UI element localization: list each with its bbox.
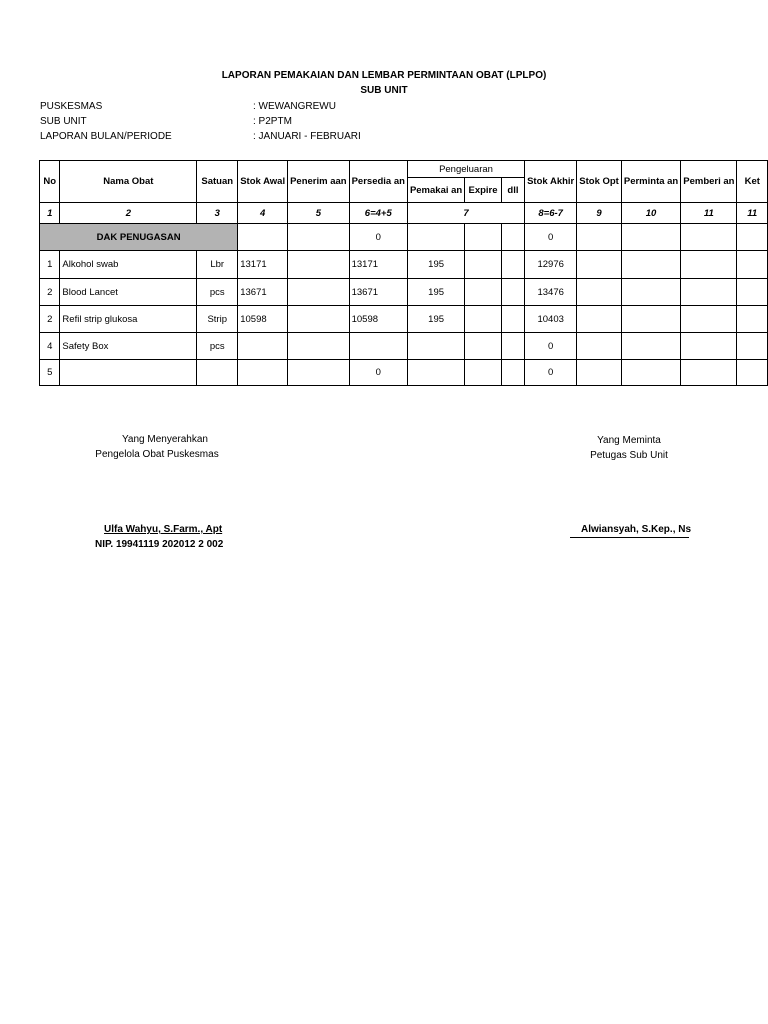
header-pemberian: Pemberi an bbox=[681, 161, 737, 203]
cell-pemakaian bbox=[407, 360, 464, 386]
colnum-cell: 10 bbox=[621, 203, 680, 224]
table-cell bbox=[407, 224, 464, 251]
cell-satuan: Lbr bbox=[197, 251, 238, 279]
cell-satuan: pcs bbox=[197, 279, 238, 306]
report-title: LAPORAN PEMAKAIAN DAN LEMBAR PERMINTAAN OBAT (LPLPO) bbox=[221, 70, 547, 81]
meta-value-puskesmas: : WEWANGREWU bbox=[253, 101, 336, 112]
cell-stok-akhir: 12976 bbox=[525, 251, 577, 279]
cell-persediaan: 13171 bbox=[349, 251, 407, 279]
section-persediaan: 0 bbox=[349, 224, 407, 251]
cell-pemakaian: 195 bbox=[407, 251, 464, 279]
cell-penerimaan bbox=[288, 279, 350, 306]
colnum-cell: 2 bbox=[60, 203, 197, 224]
cell-penerimaan bbox=[288, 360, 350, 386]
table-row bbox=[40, 306, 768, 333]
cell-expire bbox=[465, 279, 502, 306]
cell-stok-akhir: 0 bbox=[525, 333, 577, 360]
cell-stok-akhir: 10403 bbox=[525, 306, 577, 333]
section-label: DAK PENUGASAN bbox=[40, 224, 238, 251]
table-cell bbox=[621, 251, 680, 279]
cell-dll bbox=[501, 279, 524, 306]
table-cell bbox=[465, 224, 502, 251]
signature-left-position: Pengelola Obat Puskesmas bbox=[95, 449, 219, 460]
header-stok-opt: Stok Opt bbox=[577, 161, 622, 203]
table-row bbox=[40, 333, 768, 360]
meta-label-puskesmas: PUSKESMAS bbox=[40, 101, 103, 112]
table-cell bbox=[577, 360, 622, 386]
cell-satuan: Strip bbox=[197, 306, 238, 333]
header-penerimaan: Penerim aan bbox=[288, 161, 350, 203]
table-row bbox=[40, 360, 768, 386]
cell-penerimaan bbox=[288, 333, 350, 360]
header-satuan: Satuan bbox=[197, 161, 238, 203]
cell-nama-obat: Refil strip glukosa bbox=[60, 306, 197, 333]
cell-no: 2 bbox=[40, 279, 60, 306]
signature-right-role: Yang Meminta bbox=[597, 435, 661, 446]
cell-persediaan: 0 bbox=[349, 360, 407, 386]
table-cell bbox=[621, 224, 680, 251]
header-dll: dll bbox=[501, 178, 524, 203]
table-cell bbox=[681, 306, 737, 333]
section-row bbox=[40, 224, 768, 251]
table-cell bbox=[577, 224, 622, 251]
table-cell bbox=[737, 333, 768, 360]
cell-expire bbox=[465, 360, 502, 386]
cell-pemakaian bbox=[407, 333, 464, 360]
cell-expire bbox=[465, 306, 502, 333]
table-cell bbox=[737, 279, 768, 306]
colnum-cell: 11 bbox=[737, 203, 768, 224]
cell-expire bbox=[465, 333, 502, 360]
cell-penerimaan bbox=[288, 251, 350, 279]
table-cell bbox=[681, 279, 737, 306]
cell-dll bbox=[501, 251, 524, 279]
cell-stok-awal: 10598 bbox=[238, 306, 288, 333]
header-ket: Ket bbox=[737, 161, 768, 203]
table-cell bbox=[681, 251, 737, 279]
table-cell bbox=[577, 333, 622, 360]
cell-dll bbox=[501, 360, 524, 386]
cell-no: 4 bbox=[40, 333, 60, 360]
table-cell bbox=[501, 224, 524, 251]
table-cell bbox=[737, 251, 768, 279]
cell-nama-obat: Safety Box bbox=[60, 333, 197, 360]
cell-no: 1 bbox=[40, 251, 60, 279]
cell-expire bbox=[465, 251, 502, 279]
section-stok-akhir: 0 bbox=[525, 224, 577, 251]
cell-stok-awal bbox=[238, 360, 288, 386]
table-cell bbox=[681, 360, 737, 386]
signature-right-name: Alwiansyah, S.Kep., Ns bbox=[581, 524, 692, 535]
header-no: No bbox=[40, 161, 60, 203]
header-permintaan: Perminta an bbox=[621, 161, 680, 203]
table-row bbox=[40, 251, 768, 279]
colnum-cell: 5 bbox=[288, 203, 350, 224]
table-cell bbox=[288, 224, 350, 251]
cell-stok-akhir: 13476 bbox=[525, 279, 577, 306]
table-cell bbox=[621, 306, 680, 333]
cell-persediaan: 13671 bbox=[349, 279, 407, 306]
cell-stok-awal: 13171 bbox=[238, 251, 288, 279]
cell-pemakaian: 195 bbox=[407, 279, 464, 306]
colnum-cell: 8=6-7 bbox=[525, 203, 577, 224]
table-cell bbox=[681, 333, 737, 360]
table-cell bbox=[621, 279, 680, 306]
signature-left-role: Yang Menyerahkan bbox=[122, 434, 208, 445]
meta-label-sub-unit: SUB UNIT bbox=[40, 116, 87, 127]
header-stok-awal: Stok Awal bbox=[238, 161, 288, 203]
cell-penerimaan bbox=[288, 306, 350, 333]
lplpo-table bbox=[39, 160, 768, 386]
table-cell bbox=[737, 360, 768, 386]
cell-stok-awal bbox=[238, 333, 288, 360]
cell-stok-akhir: 0 bbox=[525, 360, 577, 386]
table-cell bbox=[681, 224, 737, 251]
cell-satuan: pcs bbox=[197, 333, 238, 360]
cell-nama-obat: Blood Lancet bbox=[60, 279, 197, 306]
cell-no: 2 bbox=[40, 306, 60, 333]
table-cell bbox=[621, 333, 680, 360]
signature-left-name: Ulfa Wahyu, S.Farm., Apt bbox=[104, 524, 223, 535]
header-persediaan: Persedia an bbox=[349, 161, 407, 203]
header-pemakaian: Pemakai an bbox=[407, 178, 464, 203]
table-cell bbox=[238, 224, 288, 251]
column-number-row bbox=[40, 203, 768, 224]
header-expire: Expire bbox=[465, 178, 502, 203]
meta-value-periode: : JANUARI - FEBRUARI bbox=[253, 131, 361, 142]
cell-no: 5 bbox=[40, 360, 60, 386]
table-cell bbox=[577, 251, 622, 279]
report-subtitle: SUB UNIT bbox=[360, 85, 408, 96]
meta-label-periode: LAPORAN BULAN/PERIODE bbox=[40, 131, 172, 142]
signature-left-nip: NIP. 19941119 202012 2 002 bbox=[95, 539, 224, 550]
header-pengeluaran: Pengeluaran bbox=[407, 161, 524, 178]
colnum-cell: 7 bbox=[407, 203, 524, 224]
signature-right-position: Petugas Sub Unit bbox=[590, 450, 668, 461]
cell-persediaan: 10598 bbox=[349, 306, 407, 333]
colnum-cell: 11 bbox=[681, 203, 737, 224]
cell-satuan bbox=[197, 360, 238, 386]
table-cell bbox=[621, 360, 680, 386]
colnum-cell: 1 bbox=[40, 203, 60, 224]
signature-right-underline bbox=[570, 537, 689, 538]
cell-persediaan bbox=[349, 333, 407, 360]
cell-nama-obat: Alkohol swab bbox=[60, 251, 197, 279]
cell-nama-obat bbox=[60, 360, 197, 386]
table-cell bbox=[737, 224, 768, 251]
header-nama-obat: Nama Obat bbox=[60, 161, 197, 203]
header-stok-akhir: Stok Akhir bbox=[525, 161, 577, 203]
colnum-cell: 6=4+5 bbox=[349, 203, 407, 224]
cell-dll bbox=[501, 333, 524, 360]
table-cell bbox=[577, 279, 622, 306]
table-cell bbox=[577, 306, 622, 333]
table-cell bbox=[737, 306, 768, 333]
table-row bbox=[40, 279, 768, 306]
meta-value-sub-unit: : P2PTM bbox=[253, 116, 292, 127]
cell-pemakaian: 195 bbox=[407, 306, 464, 333]
colnum-cell: 3 bbox=[197, 203, 238, 224]
colnum-cell: 4 bbox=[238, 203, 288, 224]
colnum-cell: 9 bbox=[577, 203, 622, 224]
cell-stok-awal: 13671 bbox=[238, 279, 288, 306]
cell-dll bbox=[501, 306, 524, 333]
